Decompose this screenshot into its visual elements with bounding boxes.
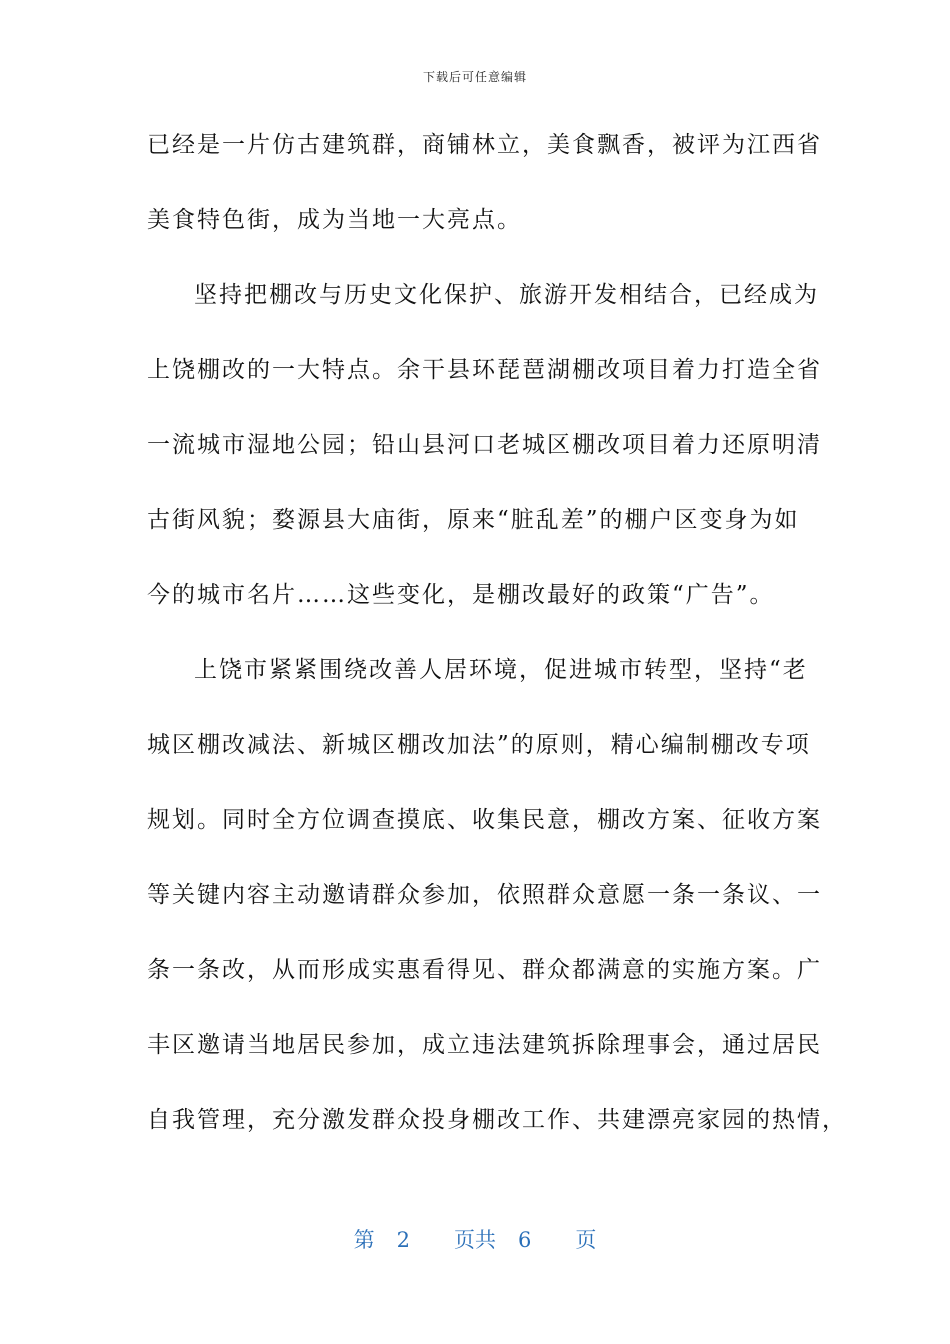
- document-body: [147, 111, 847, 1161]
- text-line: 已经是一片仿古建筑群，商铺林立，美食飘香，被评为江西省: [147, 132, 822, 158]
- page-prefix: 第: [353, 1228, 375, 1252]
- text-line: 等关键内容主动邀请群众参加，依照群众意愿一条一条议、一: [147, 882, 822, 908]
- text-line: 坚持把棚改与历史文化保护、旅游开发相结合，已经成为: [194, 282, 819, 308]
- page-footer: [0, 1224, 950, 1254]
- text-line: 一流城市湿地公园；铅山县河口老城区棚改项目着力还原明清: [147, 432, 822, 458]
- text-line: 古街风貌；婺源县大庙街，原来“脏乱差”的棚户区变身为如: [147, 507, 800, 533]
- text-line: 丰区邀请当地居民参加，成立违法建筑拆除理事会，通过居民: [147, 1032, 822, 1058]
- text-line: 城区棚改减法、新城区棚改加法”的原则，精心编制棚改专项: [147, 732, 811, 758]
- page-suffix: 页: [575, 1228, 597, 1252]
- text-line: 规划。同时全方位调查摸底、收集民意，棚改方案、征收方案: [147, 807, 822, 833]
- current-page-number: 2: [396, 1228, 410, 1252]
- text-line: 美食特色街，成为当地一大亮点。: [147, 207, 522, 233]
- text-line: 条一条改，从而形成实惠看得见、群众都满意的实施方案。广: [147, 957, 822, 983]
- text-line: 上饶棚改的一大特点。余干县环琵琶湖棚改项目着力打造全省: [147, 357, 822, 383]
- total-pages-number: 6: [518, 1228, 532, 1252]
- page-mid-label: 页共: [454, 1228, 496, 1252]
- text-line: 今的城市名片……这些变化，是棚改最好的政策“广告”。: [147, 582, 775, 608]
- header-note: 下载后可任意编辑: [422, 70, 527, 84]
- text-line: 自我管理，充分激发群众投身棚改工作、共建漂亮家园的热情，: [147, 1107, 847, 1133]
- text-line: 上饶市紧紧围绕改善人居环境，促进城市转型，坚持“老: [194, 657, 808, 683]
